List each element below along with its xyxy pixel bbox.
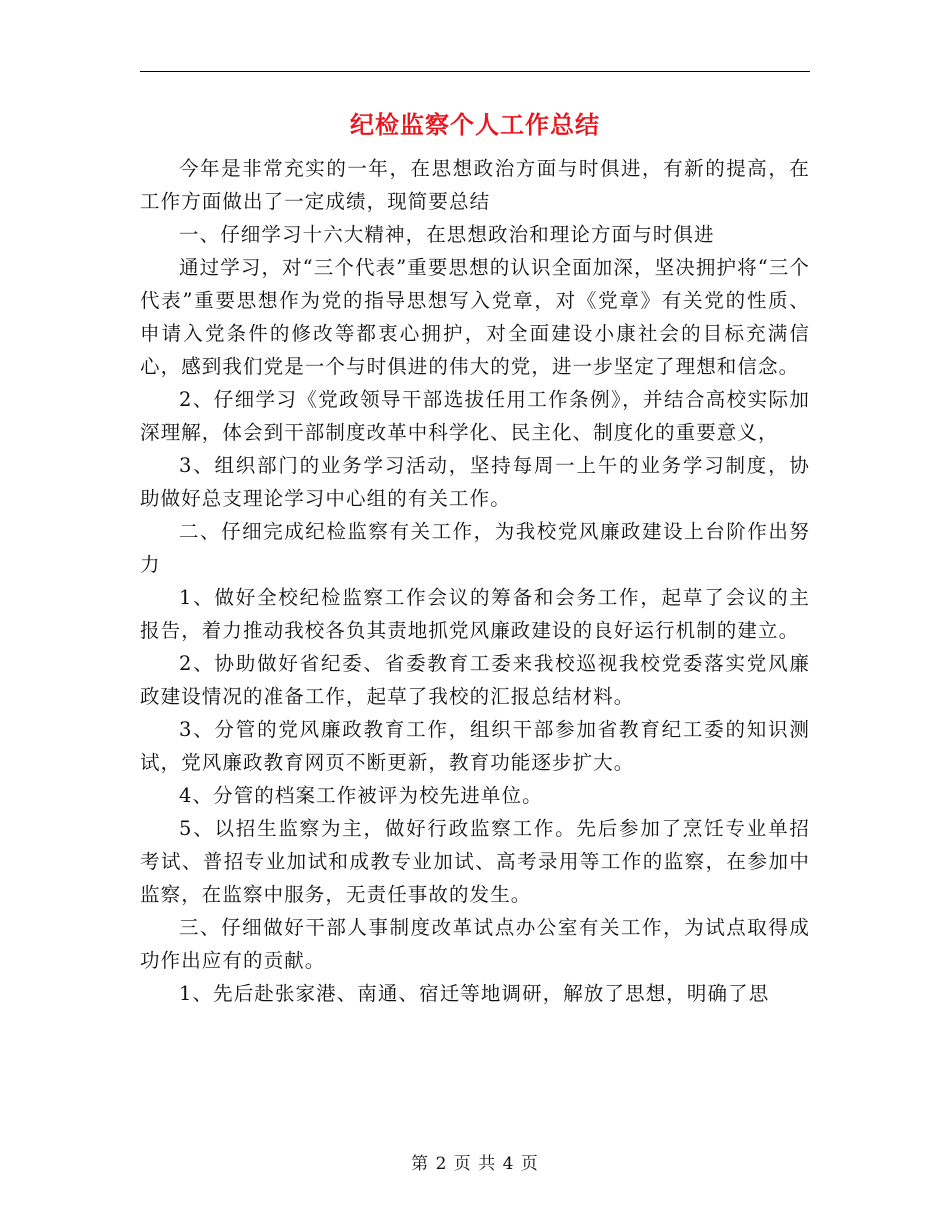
- document-title: 纪检监察个人工作总结: [350, 110, 600, 139]
- list-item: 1、先后赴张家港、南通、宿迁等地调研，解放了思想，明确了思: [179, 982, 770, 1005]
- document-body: [140, 152, 810, 1010]
- section-heading: 一、仔细学习十六大精神，在思想政治和理论方面与时俱进: [179, 223, 715, 246]
- list-item: 3、分管的党风廉政教育工作，组织干部参加省教育纪工委的知识测试，党风廉政教育网页不断更新，教育功能逐步扩大。: [140, 718, 810, 774]
- paragraph: 今年是非常充实的一年，在思想政治方面与时俱进，有新的提高，在工作方面做出了一定成绩，现简要总结: [140, 157, 810, 213]
- section-heading: 三、仔细做好干部人事制度改革试点办公室有关工作，为试点取得成功作出应有的贡献。: [140, 916, 810, 972]
- list-item: 3、组织部门的业务学习活动，坚持每周一上午的业务学习制度，协助做好总支理论学习中心组的有关工作。: [140, 454, 810, 510]
- paragraph: 通过学习，对“三个代表”重要思想的认识全面加深，坚决拥护将“三个代表”重要思想作为党的指导思想写入党章，对《党章》有关党的性质、申请入党条件的修改等都衷心拥护，对全面建设小康社会的目标充满信心，感到我们党是一个与时俱进的伟大的党，进一步坚定了理想和信念。: [140, 256, 810, 378]
- page-number-footer: 第 2 页 共 4 页: [411, 1154, 539, 1174]
- list-item: 2、仔细学习《党政领导干部选拔任用工作条例》，并结合高校实际加深理解，体会到干部制度改革中科学化、民主化、制度化的重要意义，: [140, 388, 810, 444]
- list-item: 4、分管的档案工作被评为校先进单位。: [179, 784, 543, 807]
- list-item: 2、协助做好省纪委、省委教育工委来我校巡视我校党委落实党风廉政建设情况的准备工作，起草了我校的汇报总结材料。: [140, 652, 810, 708]
- list-item: 5、以招生监察为主，做好行政监察工作。先后参加了烹饪专业单招考试、普招专业加试和成教专业加试、高考录用等工作的监察，在参加中监察，在监察中服务，无责任事故的发生。: [140, 817, 810, 906]
- header-rule: [140, 71, 810, 72]
- section-heading: 二、仔细完成纪检监察有关工作，为我校党风廉政建设上台阶作出努力: [140, 520, 810, 576]
- list-item: 1、做好全校纪检监察工作会议的筹备和会务工作，起草了会议的主报告，着力推动我校各负其责地抓党风廉政建设的良好运行机制的建立。: [140, 586, 810, 642]
